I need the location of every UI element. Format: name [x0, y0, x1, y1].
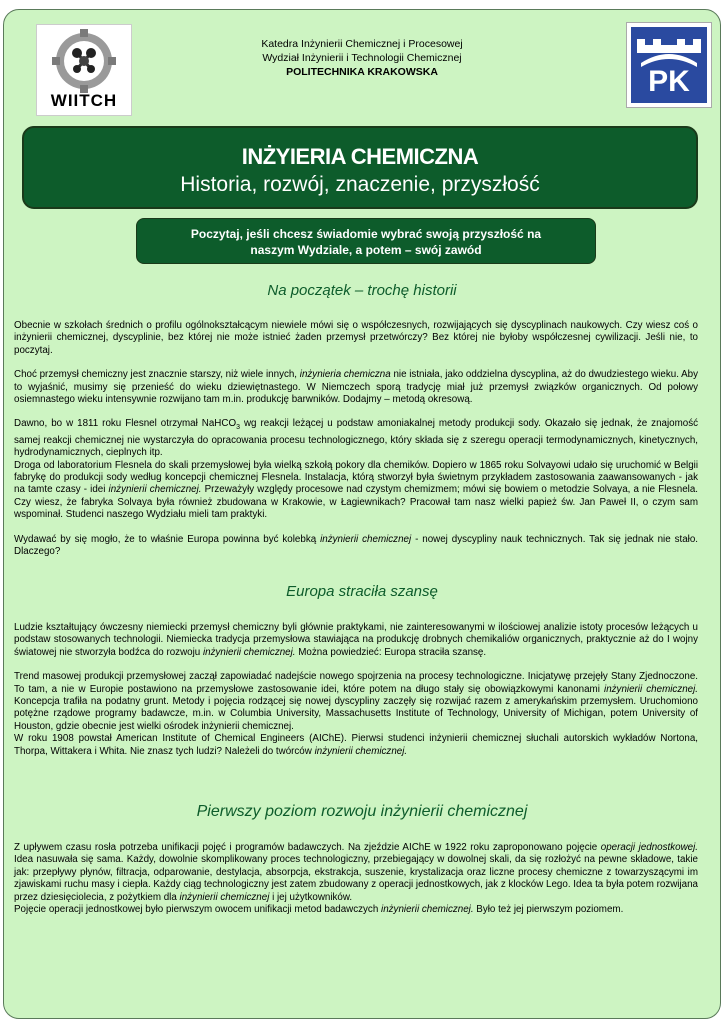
intro-box — [136, 218, 596, 264]
wiitch-logo-text: WIITCH — [50, 91, 118, 110]
paragraph: Z upływem czasu rosła potrzeba unifikacji pojęć i programów badawczych. Na zjeździe AIChE w 1922 roku zaproponowano pojęcie operacji jednostkowej. Idea nasuwała się sama. Każdy, dowolnie skomplikowany proces technologiczny, przebiegający w dowolnej skali, da się rozłożyć na pewne składowe, takie jak: przepływy płynów, filtracja, odparowanie, destylacja, absorpcja, ekstrakcja, suszenie, krystalizacja oraz liczne procesy chemiczne z towarzyszącymi im zjawiskami ruchu masy i ciepła. Każdy ciąg technologiczny jest zatem zbudowany z operacji jednostkowych, jak z klocków Lego. Idea ta była potem rozwijana przez dziesięciolecia, z pożytkiem dla inżynierii chemicznej i jej użytkowników. — [14, 842, 699, 903]
faculty-name: Wydział Inżynierii i Technologii Chemicznej — [262, 52, 462, 64]
paragraph: Trend masowej produkcji przemysłowej zaczął zapowiadać nadejście nowego spojrzenia na procesy technologiczne. Inicjatywę przejęły Stany Zjednoczone. To tam, a nie w Europie postawiono na przemysłowe zastosowanie idei, które potem na długo stały się obowiązkowymi kanonami inżynierii chemicznej. Koncepcja trafiła na podatny grunt. Metody i pojęcia rodzącej się nowej dyscypliny zaczęły się rozwijać razem z amerykańskim przemysłem. Uruchomiono potężne rządowe programy badawcze, m.in. w Columbia University, Massachusetts Institute of Technology, University of Michigan, potem University of Houston, gdzie obecnie jest wielki ośrodek inżynierii chemicznej. — [14, 671, 699, 732]
paragraph: Dawno, bo w 1811 roku Flesnel otrzymał NaHCO$_3$ wg reakcji leżącej u podstaw amoniakalnej metody produkcji sody. Okazało się jednak, że znajomość samej reakcji chemicznej nie wystarczyła do opracowania procesu technologicznego, który składa się z szeregu operacji termodynamicznych, kinetycznych, hydrodynamicznych, cieplnych itp. — [14, 418, 698, 459]
section-europe-body — [14, 622, 698, 770]
main-subtitle: Historia, rozwój, znaczenie, przyszłość — [180, 173, 540, 196]
paragraph: W roku 1908 powstał American Institute of Chemical Engineers (AIChE). Pierwsi studenci inżynierii chemicznej słuchali autorskich wykładów Nortona, Thorpa, Wittakera i Whita. Nie znasz tych ludzi? Należeli do twórców inżynierii chemicznej. — [14, 733, 698, 757]
institution-header — [184, 37, 540, 79]
paragraph: Droga od laboratorium Flesnela do skali przemysłowej była wielką szkołą pokory dla chemików. Dopiero w 1865 roku Solvayowi udało się uruchomić w Belgii fabrykę do produkcji sody według koncepcji chemicznej Flesnela. Instalacja, którą stworzył była świetnym przykładem zastosowania zaawansowanych - jak na tamte czasy - idei inżynierii chemicznej. Przeważyły względy procesowe nad czystym chemizmem; mówi się bowiem o metodzie Solvaya, a nie Flesnela. Czy wiesz, że fabryka Solvaya była również zbudowana w Krakowie, w Łagiewnikach? Pracował tam nasz wielki papież św. Jan Paweł II, o czym sam wspominał. Studenci naszego Wydziału mieli tam praktyki. — [14, 459, 698, 521]
paragraph: Pojęcie operacji jednostkowej było pierwszym owocem unifikacji metod badawczych inżynierii chemicznej. Było też jej pierwszym poziomem. — [14, 904, 624, 916]
pk-logo-text: PK — [648, 65, 690, 98]
paragraph: Wydawać by się mogło, że to właśnie Europa powinna być kolebką inżynierii chemicznej - nowej dyscypliny nauk technicznych. Tak się jednak nie stało. Dlaczego? — [14, 533, 698, 558]
intro-line-2: naszym Wydziale, a potem – swój zawód — [250, 243, 482, 257]
paragraph: Obecnie w szkołach średnich o profilu ogólnokształcącym niewiele mówi się o współczesnych, rozwijających się dyscyplinach naukowych. Czy wiesz coś o inżynierii chemicznej, dyscyplinie, bez której nie może istnieć żaden przemysł przetwórczy? Bez której nie byłoby współczesnej cywilizacji. Jeśli nie, to poczytaj. — [14, 320, 698, 356]
section-first-level-body — [14, 842, 698, 928]
main-title: INŻYIERIA CHEMICZNA — [241, 144, 479, 169]
section-heading-first-level: Pierwszy poziom rozwoju inżynierii chemicznej — [196, 803, 528, 820]
university-name: POLITECHNIKA KRAKOWSKA — [286, 66, 438, 78]
title-banner — [22, 126, 698, 209]
paragraph: Ludzie kształtujący ówczesny niemiecki przemysł chemiczny byli głównie praktykami, nie zainteresowanymi w ilościowej analizie istoty procesów leżących u podstaw stosowanych technologii. Niemiecka tradycja przemysłowa stawiająca na produkcję drobnych chemikaliów organicznych, praktycznie aż do I wojny światowej nie stworzyła bodźca do rozwoju inżynierii chemicznej. Można powiedzieć: Europa straciła szansę. — [14, 622, 698, 658]
intro-line-1: Poczytaj, jeśli chcesz świadomie wybrać swoją przyszłość na — [190, 227, 542, 241]
paragraph: Choć przemysł chemiczny jest znacznie starszy, niż wiele innych, inżynieria chemiczna nie istniała, jako oddzielna dyscyplina, aż do dwudziestego wieku. Aby to wyjaśnić, musimy się przenieść do wieku dziewiętnastego. W Niemczech sporą tradycję miał już przemysł związków organicznych. Od połowy osiemnastego wieku intensywnie rozwijano tam m.in. produkcję barwników. Dodajmy – metodą okresową. — [14, 369, 698, 406]
wiitch-logo — [36, 24, 132, 116]
section-heading-history: Na początek – trochę historii — [267, 282, 457, 299]
poster — [3, 9, 721, 1019]
section-history-body — [14, 320, 698, 570]
section-heading-europe: Europa straciła szansę — [286, 583, 438, 600]
pk-logo — [626, 22, 712, 108]
department-name: Katedra Inżynierii Chemicznej i Procesowej — [261, 38, 463, 50]
